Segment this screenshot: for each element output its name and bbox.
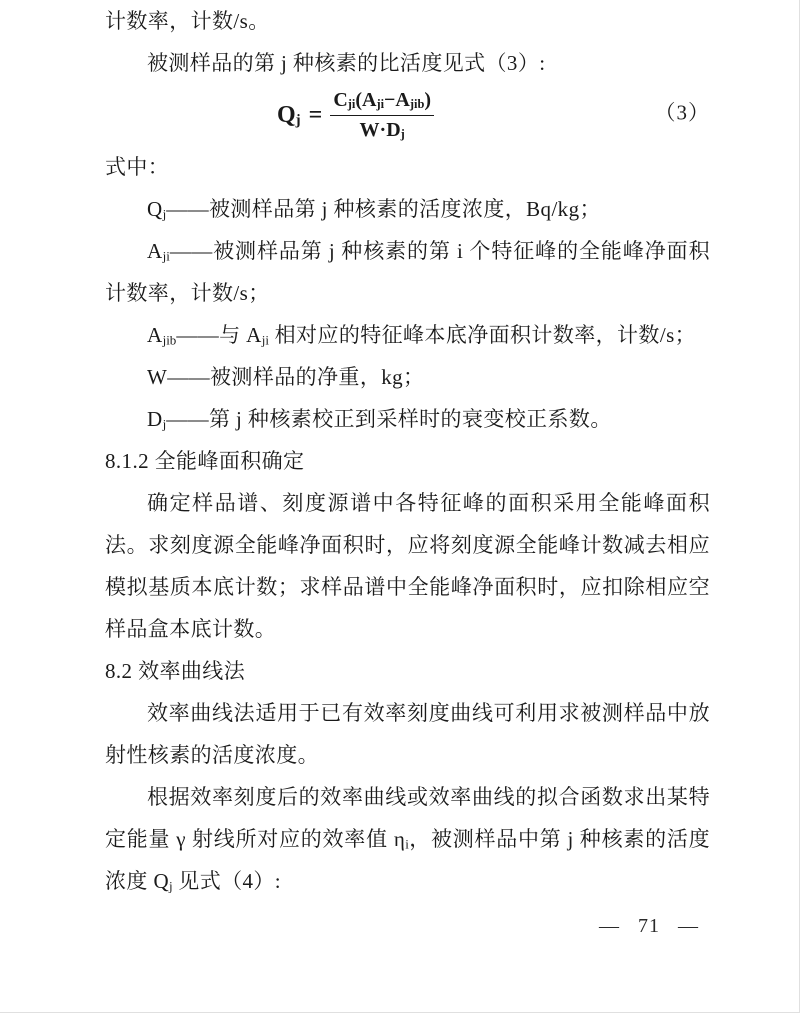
equation-3-formula xyxy=(277,88,434,143)
equation-3-equals-sign: = xyxy=(308,102,323,128)
where-label: 式中： xyxy=(105,155,170,179)
heading-8-1-2: 8.1.2 全能峰面积确定 xyxy=(105,449,305,473)
paragraph-countrate-carryover: 计数率，计数/s。 xyxy=(105,9,270,33)
paragraph-8-2-intro: 效率曲线法适用于已有效率刻度曲线可利用求被测样品中放射性核素的活度浓度。 xyxy=(105,701,710,767)
definition-ajib: $A_{jib}——$与 $A_{ji}$ 相对应的特征峰本底净面积计数率，计数/s； xyxy=(147,323,697,348)
equation-3-numerator: $C_{ji}(A_{ji}-A_{jib})$ xyxy=(330,88,434,116)
definition-dj: $D_j——$第 j 种核素校正到采样时的衰变校正系数。 xyxy=(147,407,612,432)
paragraph-8-1-2-body: 确定样品谱、刻度源谱中各特征峰的面积采用全能峰面积法。求刻度源全能峰净面积时，应将刻度源全能峰计数减去相应模拟基质本底计数；求样品谱中全能峰净面积时，应扣除相应空样品盒本底计数。 xyxy=(105,491,710,641)
heading-8-2: 8.2 效率曲线法 xyxy=(105,659,246,683)
page-body xyxy=(105,0,710,902)
paragraph-formula3-intro: 被测样品的第 j 种核素的比活度见式（3）: xyxy=(147,51,546,75)
definition-aji: $A_{ji}——$被测样品第 j 种核素的第 i 个特征峰的全能峰净面积计数率，计数/s； xyxy=(105,239,710,305)
equation-3-denominator: $W\cdot D_j$ xyxy=(359,118,405,141)
paragraph-8-2-method: 根据效率刻度后的效率曲线或效率曲线的拟合函数求出某特定能量 γ 射线所对应的效率值 $\eta_i$，被测样品中第 j 种核素的活度浓度 $Q_j$ 见式（4）: xyxy=(105,785,711,894)
footer-page-number: — 71 — xyxy=(599,915,699,937)
equation-3-fraction xyxy=(330,88,434,143)
definition-w: W——被测样品的净重，kg； xyxy=(147,365,425,389)
definition-qj: $Q_j——$被测样品第 j 种核素的活度浓度，Bq/kg； xyxy=(147,197,601,222)
equation-3-lhs: $Q_j$ xyxy=(276,102,301,129)
equation-3-number: （3） xyxy=(654,100,710,125)
equation-3-row xyxy=(105,84,710,146)
